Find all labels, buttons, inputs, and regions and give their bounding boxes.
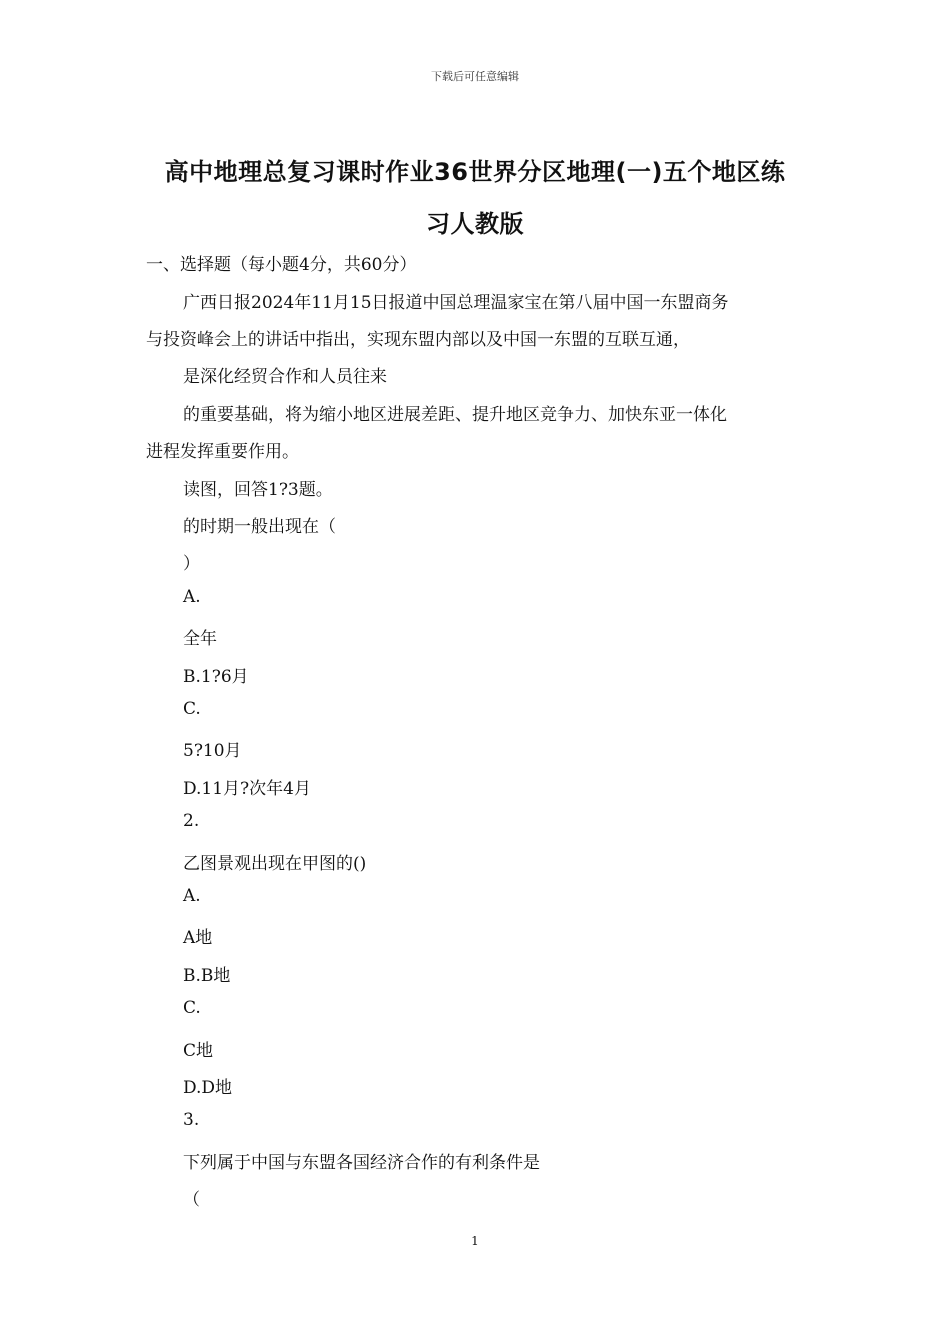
option-label: C. bbox=[183, 699, 201, 719]
question-stem: ） bbox=[183, 554, 200, 574]
option-text: 全年 bbox=[183, 629, 217, 649]
option-text: A地 bbox=[183, 928, 213, 948]
document-title-line-1: 高中地理总复习课时作业36世界分区地理(一)五个地区练 bbox=[164, 158, 786, 186]
paragraph-line: 是深化经贸合作和人员往来 bbox=[183, 367, 387, 387]
paragraph-line: 广西日报2024年11月15日报道中国总理温家宝在第八届中国一东盟商务 bbox=[183, 293, 729, 313]
section-heading: 一、选择题（每小题4分，共60分） bbox=[146, 255, 417, 275]
question-stem: 乙图景观出现在甲图的() bbox=[183, 854, 367, 874]
option-text: B.B地 bbox=[183, 966, 231, 986]
paragraph-line: 与投资峰会上的讲话中指出，实现东盟内部以及中国一东盟的互联互通， bbox=[146, 330, 690, 350]
question-instruction: 读图，回答1?3题。 bbox=[183, 480, 333, 500]
paragraph-line: 进程发挥重要作用。 bbox=[146, 442, 299, 462]
option-label: C. bbox=[183, 998, 201, 1018]
page-number: 1 bbox=[471, 1234, 479, 1248]
header-note: 下载后可任意编辑 bbox=[431, 70, 519, 83]
option-text: D.D地 bbox=[183, 1078, 233, 1098]
option-label: A. bbox=[183, 587, 201, 607]
question-stem: 下列属于中国与东盟各国经济合作的有利条件是 bbox=[183, 1153, 540, 1173]
question-stem: （ bbox=[183, 1190, 200, 1210]
option-text: 5?10月 bbox=[183, 741, 242, 761]
option-text: D.11月?次年4月 bbox=[183, 779, 311, 799]
option-text: C地 bbox=[183, 1041, 214, 1061]
question-stem: 的时期一般出现在（ bbox=[183, 517, 336, 537]
question-number: 3. bbox=[183, 1110, 200, 1130]
option-text: B.1?6月 bbox=[183, 667, 249, 687]
question-number: 2. bbox=[183, 811, 200, 831]
paragraph-line: 的重要基础，将为缩小地区进展差距、提升地区竞争力、加快东亚一体化 bbox=[183, 405, 727, 425]
document-title-line-2: 习人教版 bbox=[426, 210, 524, 238]
option-label: A. bbox=[183, 886, 201, 906]
